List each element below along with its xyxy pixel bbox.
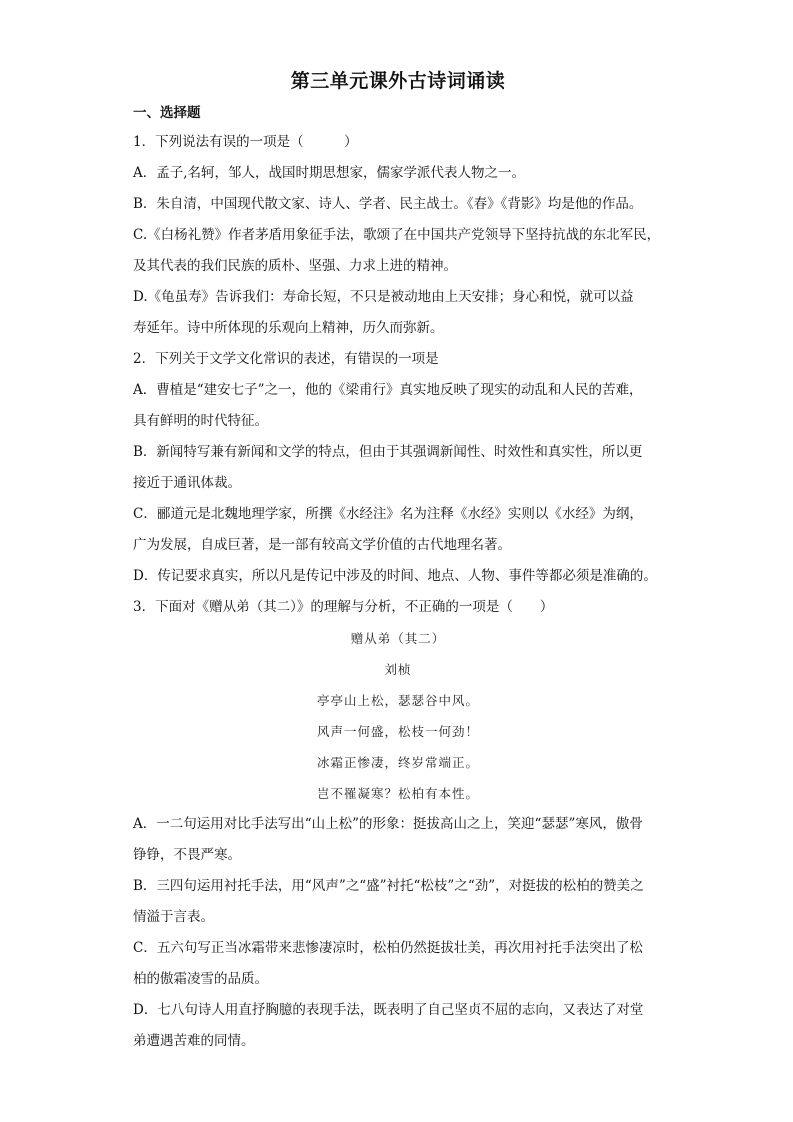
question-1-option-a: A．孟子,名轲，邹人，战国时期思想家，儒家学派代表人物之一。 [133,165,526,181]
question-1-option-c: C.《白杨礼赞》作者茅盾用象征手法，歌颂了在中国共产党领导下坚持抗战的东北军民， [133,227,661,243]
poem-line: 亭亭山上松，瑟瑟谷中风。 [316,693,479,708]
question-3-stem: 3．下面对《赠从弟（其二）》的理解与分析，不正确的一项是（ ） [133,599,554,615]
question-3-option-b-cont: 情溢于言表。 [133,909,214,925]
poem-block [133,623,663,809]
question-3-option-b: B．三四句运用衬托手法，用“风声”之“盛”衬托“松枝”之“劲”，对挺拔的松柏的赞美之 [133,878,644,894]
poem-line: 风声一何盛，松枝一何劲！ [316,724,479,739]
document-title: 第三单元课外古诗词诵读 [290,70,506,92]
poem-line: 冰霜正惨凄，终岁常端正。 [316,755,479,770]
question-2-option-c-cont: 广为发展，自成巨著，是一部有较高文学价值的古代地理名著。 [133,537,511,553]
question-3-option-a: A．一二句运用对比手法写出“山上松”的形象：挺拔高山之上，笑迎“瑟瑟”寒风，傲骨 [133,816,643,832]
question-2-option-c: C．郦道元是北魏地理学家，所撰《水经注》名为注释《水经》实则以《水经》为纲， [133,506,643,522]
question-1-stem: 1．下列说法有误的一项是（ ） [133,134,358,150]
poem-line: 岂不罹凝寒？松柏有本性。 [316,786,479,801]
question-3 [133,592,663,1057]
question-1-option-d-cont: 寿延年。诗中所体现的乐观向上精神，历久而弥新。 [133,320,444,336]
question-2-option-b-cont: 接近于通讯体裁。 [133,475,241,491]
question-2-option-a: A．曹植是“建安七子”之一，他的《梁甫行》真实地反映了现实的动乱和人民的苦难， [133,382,643,398]
question-1 [133,127,663,344]
question-2 [133,344,663,592]
question-1-option-d: D.《龟虽寿》告诉我们：寿命长短，不只是被动地由上天安排；身心和悦，就可以益 [133,289,634,305]
question-1-option-c-cont: 及其代表的我们民族的质朴、坚强、力求上进的精神。 [133,258,457,274]
question-3-option-d-cont: 弟遭遇苦难的同情。 [133,1033,255,1049]
poem-title: 赠从弟（其二） [350,631,446,646]
question-2-option-a-cont: 具有鲜明的时代特征。 [133,413,268,429]
question-3-option-c-cont: 柏的傲霜凌雪的品质。 [133,971,268,987]
question-3-option-a-cont: 铮铮，不畏严寒。 [133,847,241,863]
question-2-option-d: D．传记要求真实，所以凡是传记中涉及的时间、地点、人物、事件等都必须是准确的。 [133,568,657,584]
question-3-option-d: D．七八句诗人用直抒胸臆的表现手法，既表明了自己坚贞不屈的志向，又表达了对堂 [133,1002,644,1018]
question-2-stem: 2．下列关于文学文化常识的表述，有错误的一项是 [133,351,439,367]
question-2-option-b: B．新闻特写兼有新闻和文学的特点，但由于其强调新闻性、时效性和真实性，所以更 [133,444,643,460]
poem-author: 刘桢 [384,662,412,677]
section-heading: 一、选择题 [133,105,201,121]
question-3-option-c: C．五六句写正当冰霜带来悲惨凄凉时，松柏仍然挺拔壮美，再次用衬托手法突出了松 [133,940,643,956]
question-1-option-b: B．朱自清，中国现代散文家、诗人、学者、民主战士。《春》《背影》均是他的作品。 [133,196,643,212]
